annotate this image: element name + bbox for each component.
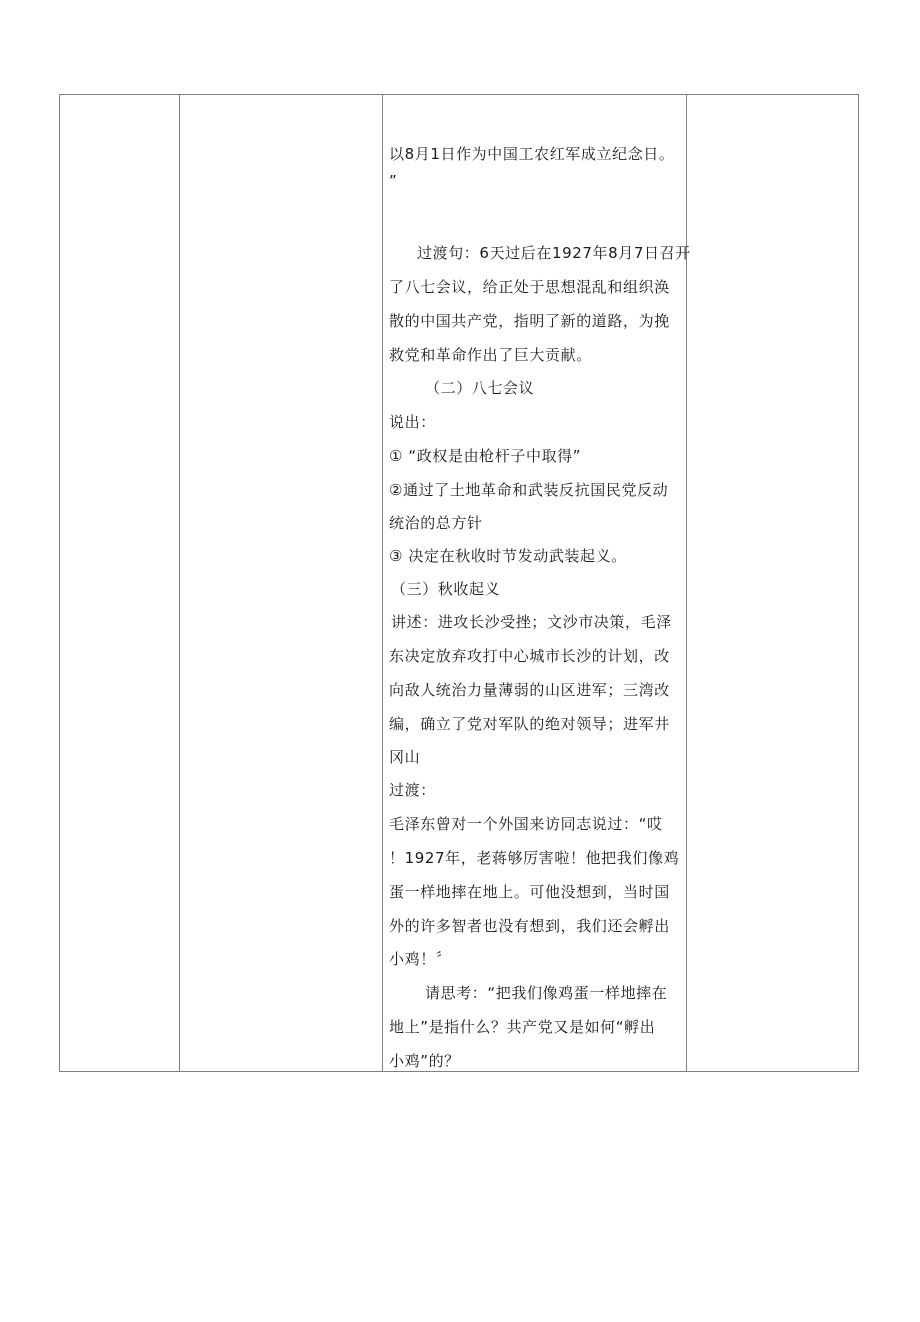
text-line: 说出： — [389, 413, 436, 431]
text-line: 过渡句：6天过后在1927年8月7日召开 — [417, 244, 691, 262]
text-line: ②通过了土地革命和武装反抗国民党反动 — [389, 481, 669, 499]
text-line: 编，确立了党对军队的绝对领导；进军井 — [389, 715, 670, 733]
text-line: 毛泽东曾对一个外国来访同志说过：“哎 — [389, 815, 663, 833]
text-line: 讲述：进攻长沙受挫；文沙市决策，毛泽 — [391, 613, 672, 631]
text-line: 散的中国共产党，指明了新的道路，为挽 — [389, 312, 670, 330]
text-line: 以8月1日作为中国工农红军成立纪念日。 — [389, 145, 675, 163]
text-line: 统治的总方针 — [389, 514, 483, 532]
text-line: 地上”是指什么？共产党又是如何“孵出 — [389, 1018, 656, 1036]
section-heading: （二）八七会议 — [425, 379, 535, 397]
text-line: ① “政权是由枪杆子中取得” — [389, 447, 582, 465]
text-line: 救党和革命作出了巨大贡献。 — [389, 346, 592, 364]
text-line: 东决定放弃攻打中心城市长沙的计划，改 — [389, 647, 670, 665]
text-line: 过渡： — [389, 781, 436, 799]
text-line: 冈山 — [389, 748, 421, 766]
column-divider-2 — [382, 95, 383, 1071]
text-line: 外的许多智者也没有想到，我们还会孵出 — [389, 917, 670, 935]
text-line: 小鸡！〞 — [389, 950, 452, 968]
section-heading: （三）秋收起义 — [391, 580, 501, 598]
text-line: ③ 决定在秋收时节发动武装起义。 — [389, 547, 627, 565]
text-line: ” — [389, 172, 398, 190]
text-line: 蛋一样地摔在地上。可他没想到，当时国 — [389, 883, 670, 901]
text-line: 请思考：“把我们像鸡蛋一样地摔在 — [425, 984, 668, 1002]
text-line: 向敌人统治力量薄弱的山区进军；三湾改 — [389, 681, 670, 699]
column-divider-3 — [686, 95, 687, 1071]
column-divider-1 — [179, 95, 180, 1071]
text-line: 小鸡”的？ — [389, 1052, 460, 1070]
text-line: 了八七会议，给正处于思想混乱和组织涣 — [389, 278, 670, 296]
text-line: ！1927年，老蒋够厉害啦！他把我们像鸡 — [389, 849, 680, 867]
